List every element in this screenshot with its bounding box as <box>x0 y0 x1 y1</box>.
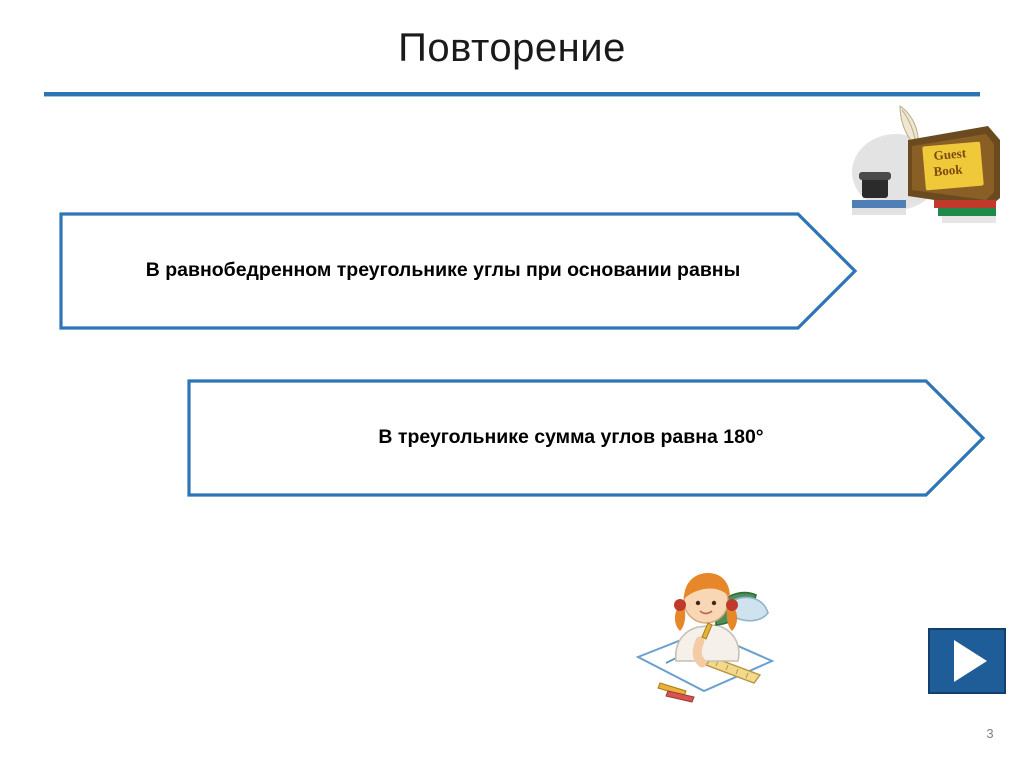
page-title: Повторение <box>398 26 626 70</box>
banner-angle-sum <box>186 378 986 498</box>
play-next-button[interactable] <box>928 628 1006 694</box>
book-label-line1: Guest <box>932 145 967 163</box>
play-triangle-icon <box>954 640 987 682</box>
banner-text: В равнобедренном треугольнике углы при основании равны <box>145 259 741 282</box>
book-label-line2: Book <box>932 161 964 179</box>
banner-isosceles <box>58 211 858 331</box>
title-divider <box>44 92 980 96</box>
girl-drawing-illustration <box>620 565 790 705</box>
slide-number: 3 <box>986 726 994 741</box>
banner-text: В треугольнике сумма углов равна 180° <box>378 426 764 449</box>
guest-book-illustration <box>838 100 1004 230</box>
